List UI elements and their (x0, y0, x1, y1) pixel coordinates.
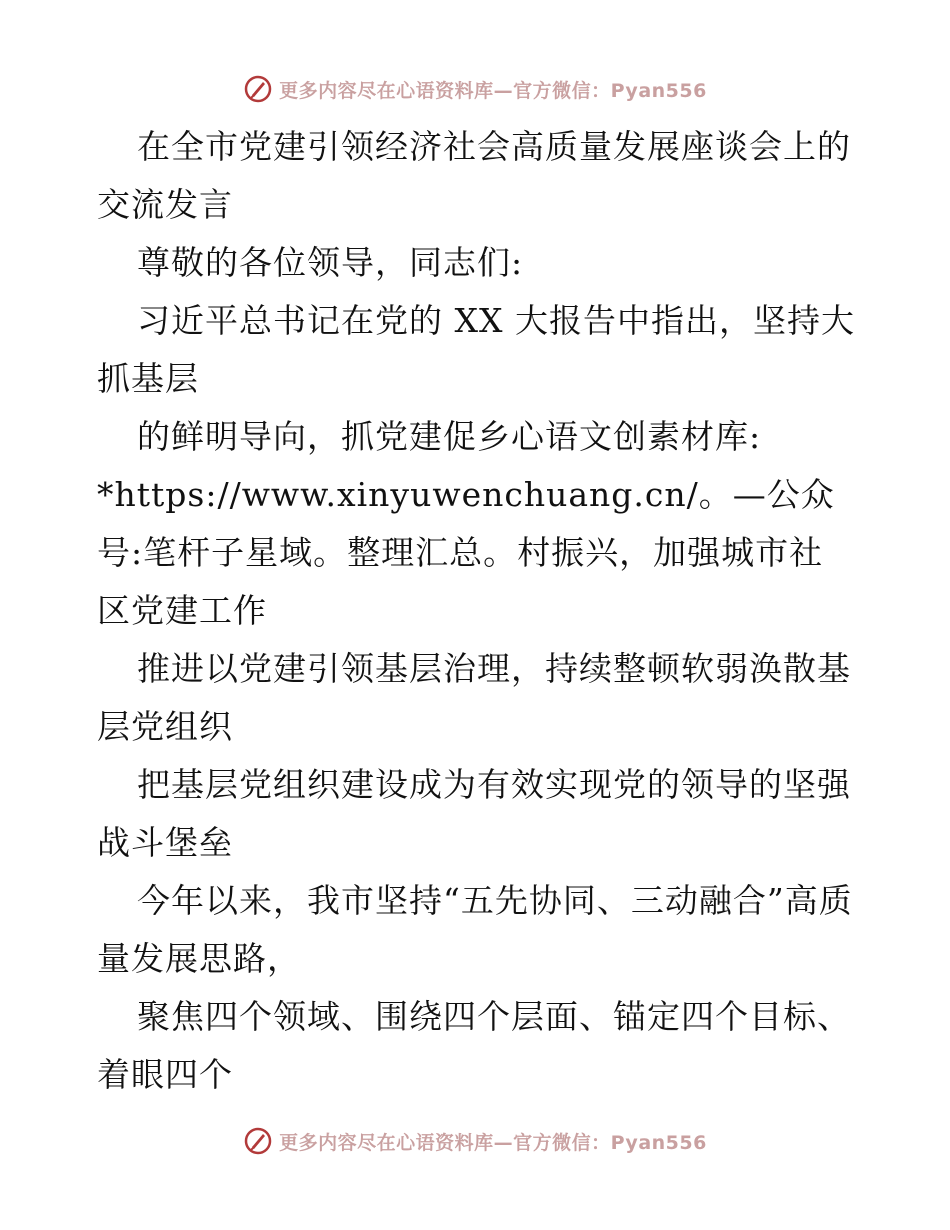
paragraph-greeting: 尊敬的各位领导，同志们: (137, 243, 524, 282)
footer-banner (0, 1124, 950, 1158)
paragraph: 聚焦四个领域、围绕四个层面、锚定四个目标、着眼四个 (97, 997, 851, 1094)
paragraph: 把基层党组织建设成为有效实现党的领导的坚强战斗堡垒 (97, 765, 851, 862)
paragraph: 推进以党建引领基层治理，持续整顿软弱涣散基层党组织 (97, 649, 851, 746)
paragraph: 今年以来，我市坚持“五先协同、三动融合”高质量发展思路， (97, 881, 853, 978)
feather-pen-logo-icon (243, 74, 273, 104)
document-body (97, 118, 857, 1104)
feather-pen-logo-icon (243, 1126, 273, 1156)
paragraph-url: *https://www.xinyuwenchuang.cn/。—公众号:笔杆子星域。整理汇总。村振兴，加强城市社区党建工作 (97, 475, 835, 630)
paragraph: 习近平总书记在党的 XX 大报告中指出，坚持大抓基层 (97, 301, 855, 398)
document-title: 在全市党建引领经济社会高质量发展座谈会上的交流发言 (97, 127, 851, 224)
paragraph: 的鲜明导向，抓党建促乡心语文创素材库: (137, 417, 762, 456)
header-banner (0, 72, 950, 106)
header-banner-text: 更多内容尽在心语资料库—官方微信：Pyan556 (279, 79, 707, 102)
footer-banner-text: 更多内容尽在心语资料库—官方微信：Pyan556 (279, 1131, 707, 1154)
